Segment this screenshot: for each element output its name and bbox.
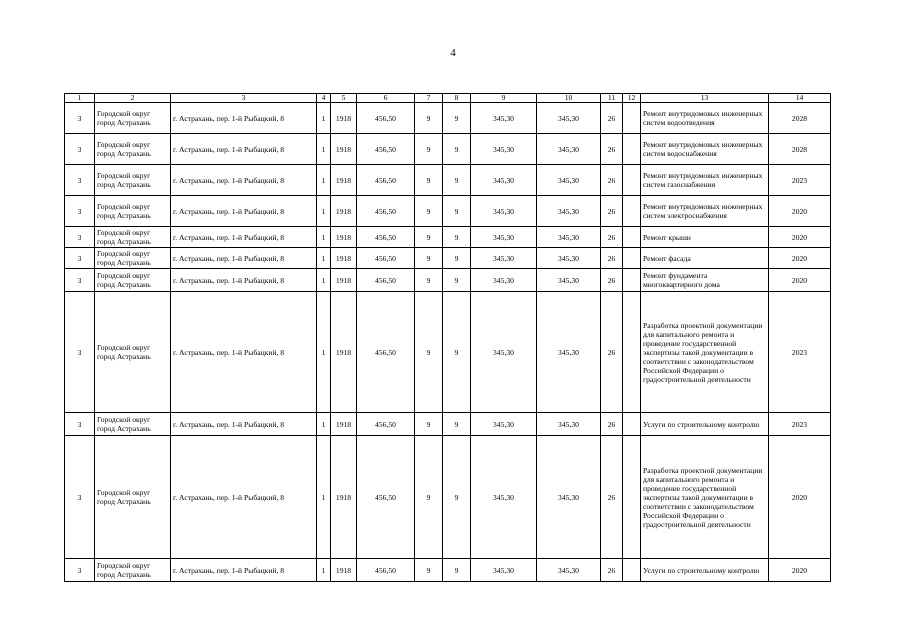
cell-c6: 456,50 — [357, 559, 415, 582]
cell-c1: 3 — [65, 436, 95, 559]
cell-c1: 3 — [65, 227, 95, 248]
cell-c4: 1 — [317, 165, 331, 196]
cell-c14: 2028 — [769, 134, 831, 165]
cell-c11: 26 — [601, 413, 623, 436]
column-header: 2 — [95, 94, 171, 103]
cell-c3: г. Астрахань, пер. 1-й Рыбацкий, 8 — [171, 559, 317, 582]
cell-c7: 9 — [415, 413, 443, 436]
cell-c5: 1918 — [331, 165, 357, 196]
cell-c7: 9 — [415, 559, 443, 582]
cell-c1: 3 — [65, 165, 95, 196]
cell-c9: 345,30 — [471, 292, 537, 413]
cell-c3: г. Астрахань, пер. 1-й Рыбацкий, 8 — [171, 269, 317, 292]
cell-c10: 345,30 — [537, 165, 601, 196]
cell-c8: 9 — [443, 165, 471, 196]
cell-c2: Городской округ город Астрахань — [95, 248, 171, 269]
column-header: 11 — [601, 94, 623, 103]
cell-c5: 1918 — [331, 559, 357, 582]
cell-c3: г. Астрахань, пер. 1-й Рыбацкий, 8 — [171, 436, 317, 559]
cell-c7: 9 — [415, 134, 443, 165]
cell-c13: Ремонт крыши — [641, 227, 769, 248]
column-header: 14 — [769, 94, 831, 103]
cell-c9: 345,30 — [471, 269, 537, 292]
cell-c10: 345,30 — [537, 292, 601, 413]
cell-c13: Услуги по строительному контролю — [641, 413, 769, 436]
column-header: 12 — [623, 94, 641, 103]
table-row — [65, 292, 831, 413]
cell-c14: 2028 — [769, 103, 831, 134]
column-header: 13 — [641, 94, 769, 103]
table-row — [65, 165, 831, 196]
cell-c8: 9 — [443, 269, 471, 292]
column-header: 6 — [357, 94, 415, 103]
cell-c8: 9 — [443, 559, 471, 582]
column-header: 5 — [331, 94, 357, 103]
cell-c1: 3 — [65, 134, 95, 165]
cell-c14: 2020 — [769, 559, 831, 582]
cell-c2: Городской округ город Астрахань — [95, 436, 171, 559]
cell-c9: 345,30 — [471, 165, 537, 196]
cell-c9: 345,30 — [471, 134, 537, 165]
cell-c11: 26 — [601, 196, 623, 227]
cell-c9: 345,30 — [471, 196, 537, 227]
cell-c2: Городской округ город Астрахань — [95, 134, 171, 165]
cell-c11: 26 — [601, 269, 623, 292]
cell-c6: 456,50 — [357, 436, 415, 559]
cell-c1: 3 — [65, 269, 95, 292]
cell-c5: 1918 — [331, 196, 357, 227]
cell-c9: 345,30 — [471, 248, 537, 269]
cell-c2: Городской округ город Астрахань — [95, 559, 171, 582]
cell-c14: 2020 — [769, 269, 831, 292]
cell-c13: Ремонт внутридомовых инженерных систем электроснабжения — [641, 196, 769, 227]
cell-c8: 9 — [443, 103, 471, 134]
table-row — [65, 196, 831, 227]
table-row — [65, 559, 831, 582]
page-number: 4 — [450, 47, 456, 59]
cell-c14: 2020 — [769, 196, 831, 227]
cell-c7: 9 — [415, 269, 443, 292]
cell-c14: 2020 — [769, 436, 831, 559]
cell-c4: 1 — [317, 196, 331, 227]
cell-c7: 9 — [415, 248, 443, 269]
cell-c8: 9 — [443, 134, 471, 165]
cell-c6: 456,50 — [357, 413, 415, 436]
cell-c4: 1 — [317, 248, 331, 269]
cell-c8: 9 — [443, 413, 471, 436]
cell-c2: Городской округ город Астрахань — [95, 292, 171, 413]
cell-c7: 9 — [415, 103, 443, 134]
cell-c2: Городской округ город Астрахань — [95, 103, 171, 134]
cell-c13: Ремонт внутридомовых инженерных систем газоснабжения — [641, 165, 769, 196]
cell-c6: 456,50 — [357, 248, 415, 269]
cell-c13: Разработка проектной документации для капитального ремонта и проведение государственной экспертизы такой документации в соответствии с законодательством Российской Федерации о градостроительной деятельности — [641, 436, 769, 559]
cell-c13: Ремонт фасада — [641, 248, 769, 269]
cell-c10: 345,30 — [537, 134, 601, 165]
cell-c7: 9 — [415, 196, 443, 227]
cell-c11: 26 — [601, 292, 623, 413]
cell-c3: г. Астрахань, пер. 1-й Рыбацкий, 8 — [171, 248, 317, 269]
cell-c12 — [623, 436, 641, 559]
data-table — [64, 93, 831, 582]
cell-c9: 345,30 — [471, 103, 537, 134]
cell-c13: Ремонт фундамента многоквартирного дома — [641, 269, 769, 292]
table-row — [65, 134, 831, 165]
column-header: 1 — [65, 94, 95, 103]
cell-c5: 1918 — [331, 103, 357, 134]
cell-c12 — [623, 248, 641, 269]
cell-c5: 1918 — [331, 436, 357, 559]
cell-c1: 3 — [65, 103, 95, 134]
cell-c8: 9 — [443, 248, 471, 269]
cell-c4: 1 — [317, 436, 331, 559]
cell-c12 — [623, 103, 641, 134]
cell-c10: 345,30 — [537, 559, 601, 582]
cell-c12 — [623, 196, 641, 227]
cell-c9: 345,30 — [471, 413, 537, 436]
cell-c1: 3 — [65, 559, 95, 582]
cell-c11: 26 — [601, 134, 623, 165]
cell-c8: 9 — [443, 436, 471, 559]
cell-c11: 26 — [601, 165, 623, 196]
cell-c5: 1918 — [331, 413, 357, 436]
cell-c3: г. Астрахань, пер. 1-й Рыбацкий, 8 — [171, 227, 317, 248]
cell-c13: Услуги по строительному контролю — [641, 559, 769, 582]
cell-c10: 345,30 — [537, 103, 601, 134]
column-header: 10 — [537, 94, 601, 103]
cell-c4: 1 — [317, 292, 331, 413]
cell-c10: 345,30 — [537, 248, 601, 269]
cell-c3: г. Астрахань, пер. 1-й Рыбацкий, 8 — [171, 292, 317, 413]
cell-c14: 2023 — [769, 413, 831, 436]
table-row — [65, 413, 831, 436]
cell-c9: 345,30 — [471, 559, 537, 582]
cell-c13: Ремонт внутридомовых инженерных систем водоотведения — [641, 103, 769, 134]
cell-c10: 345,30 — [537, 269, 601, 292]
cell-c5: 1918 — [331, 292, 357, 413]
column-header: 9 — [471, 94, 537, 103]
cell-c1: 3 — [65, 292, 95, 413]
cell-c5: 1918 — [331, 248, 357, 269]
cell-c8: 9 — [443, 196, 471, 227]
cell-c8: 9 — [443, 292, 471, 413]
cell-c9: 345,30 — [471, 436, 537, 559]
cell-c3: г. Астрахань, пер. 1-й Рыбацкий, 8 — [171, 134, 317, 165]
cell-c11: 26 — [601, 227, 623, 248]
cell-c2: Городской округ город Астрахань — [95, 196, 171, 227]
cell-c12 — [623, 269, 641, 292]
cell-c3: г. Астрахань, пер. 1-й Рыбацкий, 8 — [171, 196, 317, 227]
cell-c7: 9 — [415, 436, 443, 559]
cell-c14: 2020 — [769, 227, 831, 248]
cell-c1: 3 — [65, 413, 95, 436]
cell-c2: Городской округ город Астрахань — [95, 413, 171, 436]
table-header-row — [65, 94, 831, 103]
cell-c11: 26 — [601, 103, 623, 134]
cell-c4: 1 — [317, 413, 331, 436]
cell-c12 — [623, 227, 641, 248]
cell-c10: 345,30 — [537, 436, 601, 559]
cell-c7: 9 — [415, 165, 443, 196]
table-row — [65, 227, 831, 248]
cell-c2: Городской округ город Астрахань — [95, 165, 171, 196]
cell-c4: 1 — [317, 559, 331, 582]
cell-c7: 9 — [415, 227, 443, 248]
table-row — [65, 436, 831, 559]
cell-c6: 456,50 — [357, 134, 415, 165]
cell-c12 — [623, 413, 641, 436]
cell-c6: 456,50 — [357, 165, 415, 196]
cell-c3: г. Астрахань, пер. 1-й Рыбацкий, 8 — [171, 103, 317, 134]
cell-c5: 1918 — [331, 227, 357, 248]
cell-c4: 1 — [317, 227, 331, 248]
cell-c6: 456,50 — [357, 292, 415, 413]
cell-c7: 9 — [415, 292, 443, 413]
column-header: 8 — [443, 94, 471, 103]
cell-c4: 1 — [317, 269, 331, 292]
cell-c5: 1918 — [331, 269, 357, 292]
cell-c2: Городской округ город Астрахань — [95, 227, 171, 248]
column-header: 4 — [317, 94, 331, 103]
cell-c12 — [623, 559, 641, 582]
table-row — [65, 103, 831, 134]
cell-c2: Городской округ город Астрахань — [95, 269, 171, 292]
cell-c14: 2023 — [769, 165, 831, 196]
cell-c14: 2023 — [769, 292, 831, 413]
table-row — [65, 269, 831, 292]
cell-c12 — [623, 134, 641, 165]
column-header: 3 — [171, 94, 317, 103]
cell-c10: 345,30 — [537, 413, 601, 436]
cell-c4: 1 — [317, 134, 331, 165]
cell-c10: 345,30 — [537, 196, 601, 227]
table-row — [65, 248, 831, 269]
cell-c6: 456,50 — [357, 269, 415, 292]
column-header: 7 — [415, 94, 443, 103]
cell-c3: г. Астрахань, пер. 1-й Рыбацкий, 8 — [171, 413, 317, 436]
cell-c13: Ремонт внутридомовых инженерных систем водоснабжения — [641, 134, 769, 165]
cell-c11: 26 — [601, 248, 623, 269]
cell-c8: 9 — [443, 227, 471, 248]
cell-c5: 1918 — [331, 134, 357, 165]
cell-c12 — [623, 165, 641, 196]
cell-c6: 456,50 — [357, 227, 415, 248]
cell-c9: 345,30 — [471, 227, 537, 248]
cell-c11: 26 — [601, 436, 623, 559]
cell-c3: г. Астрахань, пер. 1-й Рыбацкий, 8 — [171, 165, 317, 196]
cell-c4: 1 — [317, 103, 331, 134]
cell-c1: 3 — [65, 248, 95, 269]
cell-c1: 3 — [65, 196, 95, 227]
cell-c11: 26 — [601, 559, 623, 582]
cell-c6: 456,50 — [357, 196, 415, 227]
cell-c13: Разработка проектной документации для капитального ремонта и проведение государственной экспертизы такой документации в соответствии с законодательством Российской Федерации о градостроительной деятельности — [641, 292, 769, 413]
cell-c12 — [623, 292, 641, 413]
cell-c6: 456,50 — [357, 103, 415, 134]
cell-c14: 2020 — [769, 248, 831, 269]
cell-c10: 345,30 — [537, 227, 601, 248]
